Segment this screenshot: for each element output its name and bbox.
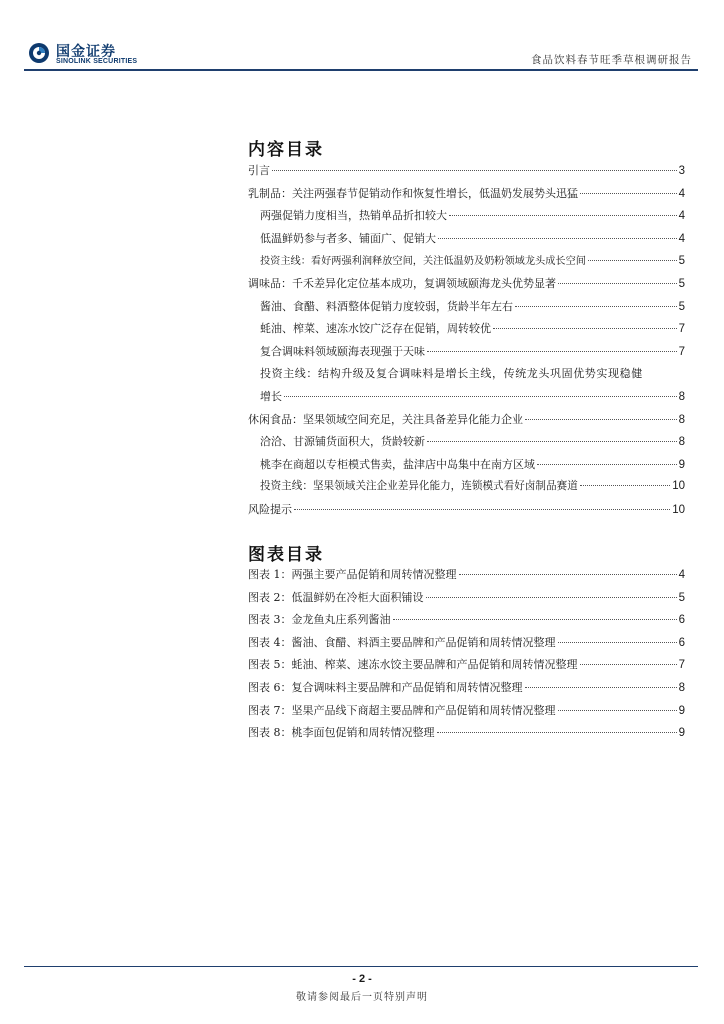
page-number: 10 [672, 480, 685, 493]
page-number: 9 [678, 704, 685, 717]
dot-leader [427, 351, 677, 352]
page-number: 4 [678, 232, 685, 245]
page-header [24, 36, 698, 68]
toc-subitem[interactable]: 投资主线：结构升级及复合调味料是增长主线，传统龙头巩固优势实现稳健 [260, 367, 643, 381]
toc-subitem[interactable]: 蚝油、榨菜、速冻水饺广泛存在促销，周转较优 7 [260, 322, 685, 336]
logo-text-en: SINOLINK SECURITIES [56, 58, 138, 65]
page-number: 5 [678, 255, 685, 268]
toc-subitem[interactable]: 投资主线：坚果领域关注企业差异化能力，连锁模式看好卤制品赛道 10 [260, 480, 685, 493]
toc-item[interactable]: 引言 3 [248, 164, 685, 177]
dot-leader [493, 328, 677, 329]
contents-list [248, 162, 685, 524]
sinolink-logo-mark-icon [28, 42, 50, 64]
dot-leader [427, 441, 677, 442]
figures-title: 图表目录 [248, 545, 324, 565]
dot-leader [580, 664, 677, 665]
footer-divider [24, 966, 698, 967]
figure-item[interactable]: 图表 4：酱油、食醋、料酒主要品牌和产品促销和周转情况整理 6 [248, 635, 685, 649]
toc-subitem[interactable]: 低温鲜奶参与者多、铺面广、促销大 4 [260, 231, 685, 245]
dot-leader [437, 732, 677, 733]
dot-leader [558, 283, 677, 284]
dot-leader [558, 642, 677, 643]
disclaimer-note: 敬请参阅最后一页特别声明 [296, 992, 428, 1003]
dot-leader [449, 215, 677, 216]
toc-subitem-continued[interactable]: 增长 8 [260, 389, 685, 403]
page-number: 6 [678, 614, 685, 627]
toc-subitem[interactable]: 洽洽、甘源铺货面积大，货龄较新 8 [260, 435, 685, 449]
dot-leader [588, 260, 677, 261]
dot-leader [426, 597, 677, 598]
page-number: 8 [678, 681, 685, 694]
dot-leader [525, 419, 677, 420]
page-number: 7 [678, 345, 685, 358]
toc-item[interactable]: 调味品：千禾差异化定位基本成功，复调领域颐海龙头优势显著 5 [248, 276, 685, 290]
page-number-footer: - 2 - [352, 973, 372, 985]
page-number: 6 [678, 636, 685, 649]
dot-leader [558, 710, 677, 711]
page-number: 8 [678, 436, 685, 449]
page-number: 5 [678, 300, 685, 313]
dot-leader [438, 238, 677, 239]
page-number: 4 [678, 569, 685, 581]
dot-leader [459, 574, 677, 575]
page-number: 3 [678, 165, 685, 177]
dot-leader [294, 509, 670, 510]
figures-list [248, 566, 685, 747]
figure-item[interactable]: 图表 2：低温鲜奶在冷柜大面积铺设 5 [248, 590, 685, 604]
dot-leader [580, 193, 677, 194]
toc-item[interactable]: 乳制品：关注两强春节促销动作和恢复性增长，低温奶发展势头迅猛 4 [248, 186, 685, 200]
page-number: 5 [678, 277, 685, 290]
dot-leader [580, 485, 670, 486]
page-number: 5 [678, 591, 685, 604]
dot-leader [537, 464, 677, 465]
header-divider [24, 69, 698, 71]
dot-leader [284, 396, 677, 397]
page-number: 8 [678, 390, 685, 403]
dot-leader [393, 619, 677, 620]
toc-subitem[interactable]: 复合调味料领域颐海表现强于天味 7 [260, 344, 685, 358]
page-number: 7 [678, 659, 685, 672]
toc-subitem[interactable]: 酱油、食醋、料酒整体促销力度较弱，货龄半年左右 5 [260, 299, 685, 313]
toc-item[interactable]: 休闲食品：坚果领域空间充足，关注具备差异化能力企业 8 [248, 412, 685, 426]
page-number: 8 [678, 413, 685, 426]
toc-title: 内容目录 [248, 140, 324, 160]
figure-item[interactable]: 图表 6：复合调味料主要品牌和产品促销和周转情况整理 8 [248, 680, 685, 694]
dot-leader [272, 170, 677, 171]
logo-text-cn: 国金证券 [56, 44, 116, 60]
dot-leader [515, 306, 677, 307]
toc-subitem[interactable]: 投资主线：看好两强利润释放空间，关注低温奶及奶粉领域龙头成长空间 5 [260, 255, 685, 268]
page-number: 9 [678, 727, 685, 740]
figure-item[interactable]: 图表 7：坚果产品线下商超主要品牌和产品促销和周转情况整理 9 [248, 703, 685, 717]
sinolink-logo [28, 40, 158, 68]
dot-leader [525, 687, 677, 688]
toc-subitem[interactable]: 桃李在商超以专柜模式售卖，盐津店中岛集中在南方区域 9 [260, 457, 685, 471]
page-number: 10 [672, 503, 685, 516]
figure-item[interactable]: 图表 8：桃李面包促销和周转情况整理 9 [248, 726, 685, 740]
toc-subitem[interactable]: 两强促销力度相当，热销单品折扣较大 4 [260, 209, 685, 223]
page-number: 4 [678, 187, 685, 200]
figure-item[interactable]: 图表 5：蚝油、榨菜、速冻水饺主要品牌和产品促销和周转情况整理 7 [248, 658, 685, 672]
toc-item[interactable]: 风险提示 10 [248, 502, 685, 516]
report-title: 食品饮料春节旺季草根调研报告 [531, 54, 692, 66]
page-number: 4 [678, 210, 685, 223]
page-number: 7 [678, 323, 685, 336]
page-number: 9 [678, 458, 685, 471]
figure-item[interactable]: 图表 3：金龙鱼丸庄系列酱油 6 [248, 613, 685, 627]
figure-item[interactable]: 图表 1：两强主要产品促销和周转情况整理 4 [248, 568, 685, 581]
